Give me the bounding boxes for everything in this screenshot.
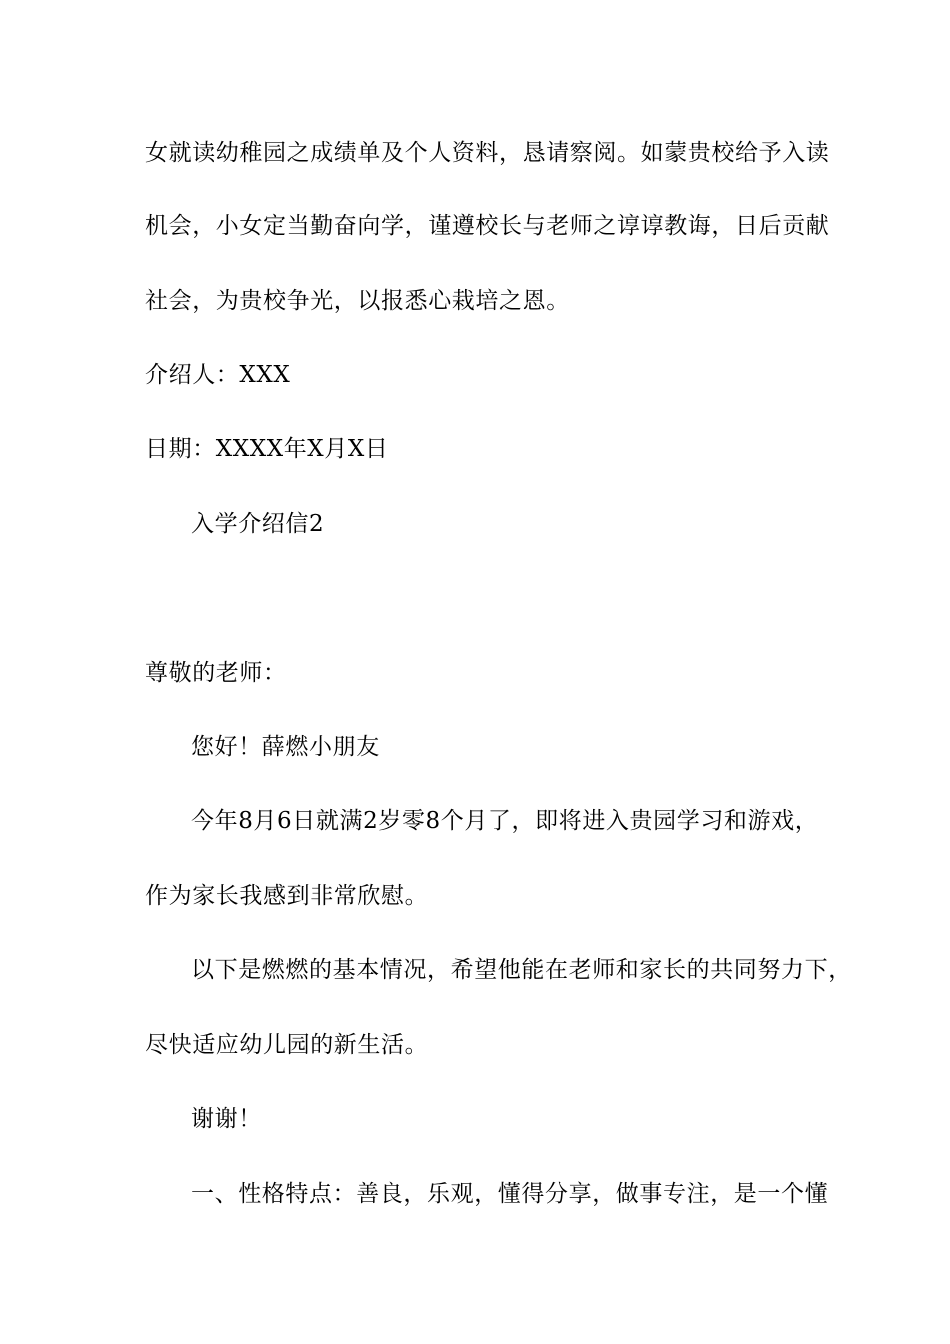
paragraph-line: 尽快适应幼儿园的新生活。 [145,1032,429,1058]
paragraph-line: 女就读幼稚园之成绩单及个人资料，恳请察阅。如蒙贵校给予入读 [145,140,830,166]
greeting: 您好！薛燃小朋友 [191,734,380,760]
paragraph-line: 机会，小女定当勤奋向学，谨遵校长与老师之谆谆教诲，日后贡献 [145,213,830,239]
paragraph-line: 作为家长我感到非常欣慰。 [145,883,429,909]
thanks-line: 谢谢！ [191,1106,262,1132]
date-line: 日期：XXXX年X月X日 [145,436,389,462]
paragraph-line: 一、性格特点：善良，乐观，懂得分享，做事专注，是一个懂 [191,1181,829,1207]
introducer-line: 介绍人：XXX [145,362,291,388]
section-heading: 入学介绍信2 [191,511,325,537]
paragraph-line: 以下是燃燃的基本情况，希望他能在老师和家长的共同努力下， [191,957,852,983]
paragraph-line: 今年8月6日就满2岁零8个月了，即将进入贵园学习和游戏， [191,808,819,834]
paragraph-line: 社会，为贵校争光，以报悉心栽培之恩。 [145,288,570,314]
salutation: 尊敬的老师： [145,660,287,686]
